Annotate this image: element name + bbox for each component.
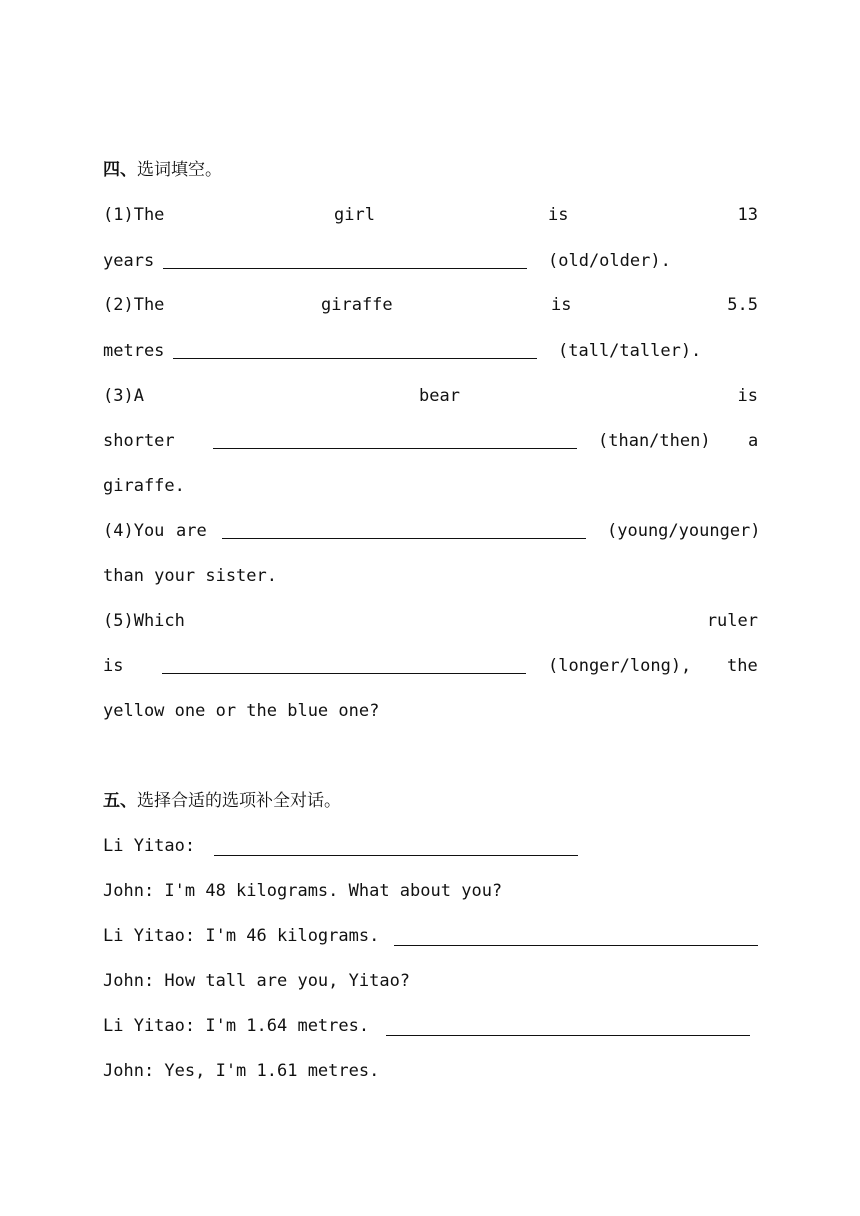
q4-answer-blank[interactable] [222, 538, 586, 539]
section-5-title: 选择合适的选项补全对话。 [137, 791, 341, 811]
q4-word: are [176, 521, 207, 541]
q5-answer-blank[interactable] [162, 673, 526, 674]
q3-word: shorter [103, 431, 175, 451]
q4-option: (young/younger) [607, 521, 761, 541]
dialogue-line: John: Yes, I'm 1.61 metres. [103, 1061, 380, 1081]
q3-word: a [748, 431, 759, 451]
q1-word: girl [334, 205, 375, 225]
q1-word: (1)The [103, 205, 165, 225]
q3-answer-blank[interactable] [213, 448, 577, 449]
dialogue-blank-1[interactable] [214, 855, 578, 856]
section-4-number: 四、 [103, 160, 137, 180]
q5-word: ruler [706, 611, 758, 631]
q3-word: bear [419, 386, 460, 406]
dialogue-blank-2[interactable] [394, 945, 758, 946]
q5-line-3: yellow one or the blue one? [103, 701, 380, 721]
section-4-heading [103, 159, 222, 181]
q2-answer-blank[interactable] [173, 358, 537, 359]
q1-option: (old/older). [548, 251, 671, 271]
q5-word: (5)Which [103, 611, 185, 631]
q2-word: giraffe [321, 295, 393, 315]
q2-word: is [551, 295, 572, 315]
q4-line-2: than your sister. [103, 566, 277, 586]
q3-word: giraffe. [103, 476, 185, 496]
q3-word: is [737, 386, 758, 406]
q5-option: (longer/long), [548, 656, 692, 676]
question-5-line-1 [103, 610, 758, 632]
q1-answer-blank[interactable] [163, 268, 527, 269]
q1-word: is [548, 205, 569, 225]
question-2-line-1 [103, 294, 758, 316]
q5-word: the [727, 656, 758, 676]
dialogue-blank-3[interactable] [386, 1035, 750, 1036]
q3-option: (than/then) [598, 431, 711, 451]
q2-word: metres [103, 341, 165, 361]
q2-word: (2)The [103, 295, 165, 315]
dialogue-line: Li Yitao: I'm 1.64 metres. [103, 1016, 370, 1036]
q2-word: 5.5 [727, 295, 758, 315]
section-5-heading [103, 790, 341, 812]
q1-word: 13 [737, 205, 758, 225]
q1-word: years [103, 251, 155, 271]
q2-option: (tall/taller). [558, 341, 702, 361]
section-5-number: 五、 [103, 791, 137, 811]
q4-word: (4)You [103, 521, 165, 541]
dialogue-line: John: I'm 48 kilograms. What about you? [103, 881, 503, 901]
q5-word: is [103, 656, 124, 676]
dialogue-line: Li Yitao: I'm 46 kilograms. [103, 926, 380, 946]
question-3-line-1 [103, 385, 758, 407]
question-1-line-1 [103, 204, 758, 226]
dialogue-line: Li Yitao: [103, 836, 196, 856]
dialogue-line: John: How tall are you, Yitao? [103, 971, 411, 991]
q3-word: (3)A [103, 386, 144, 406]
section-4-title: 选词填空。 [137, 160, 222, 180]
